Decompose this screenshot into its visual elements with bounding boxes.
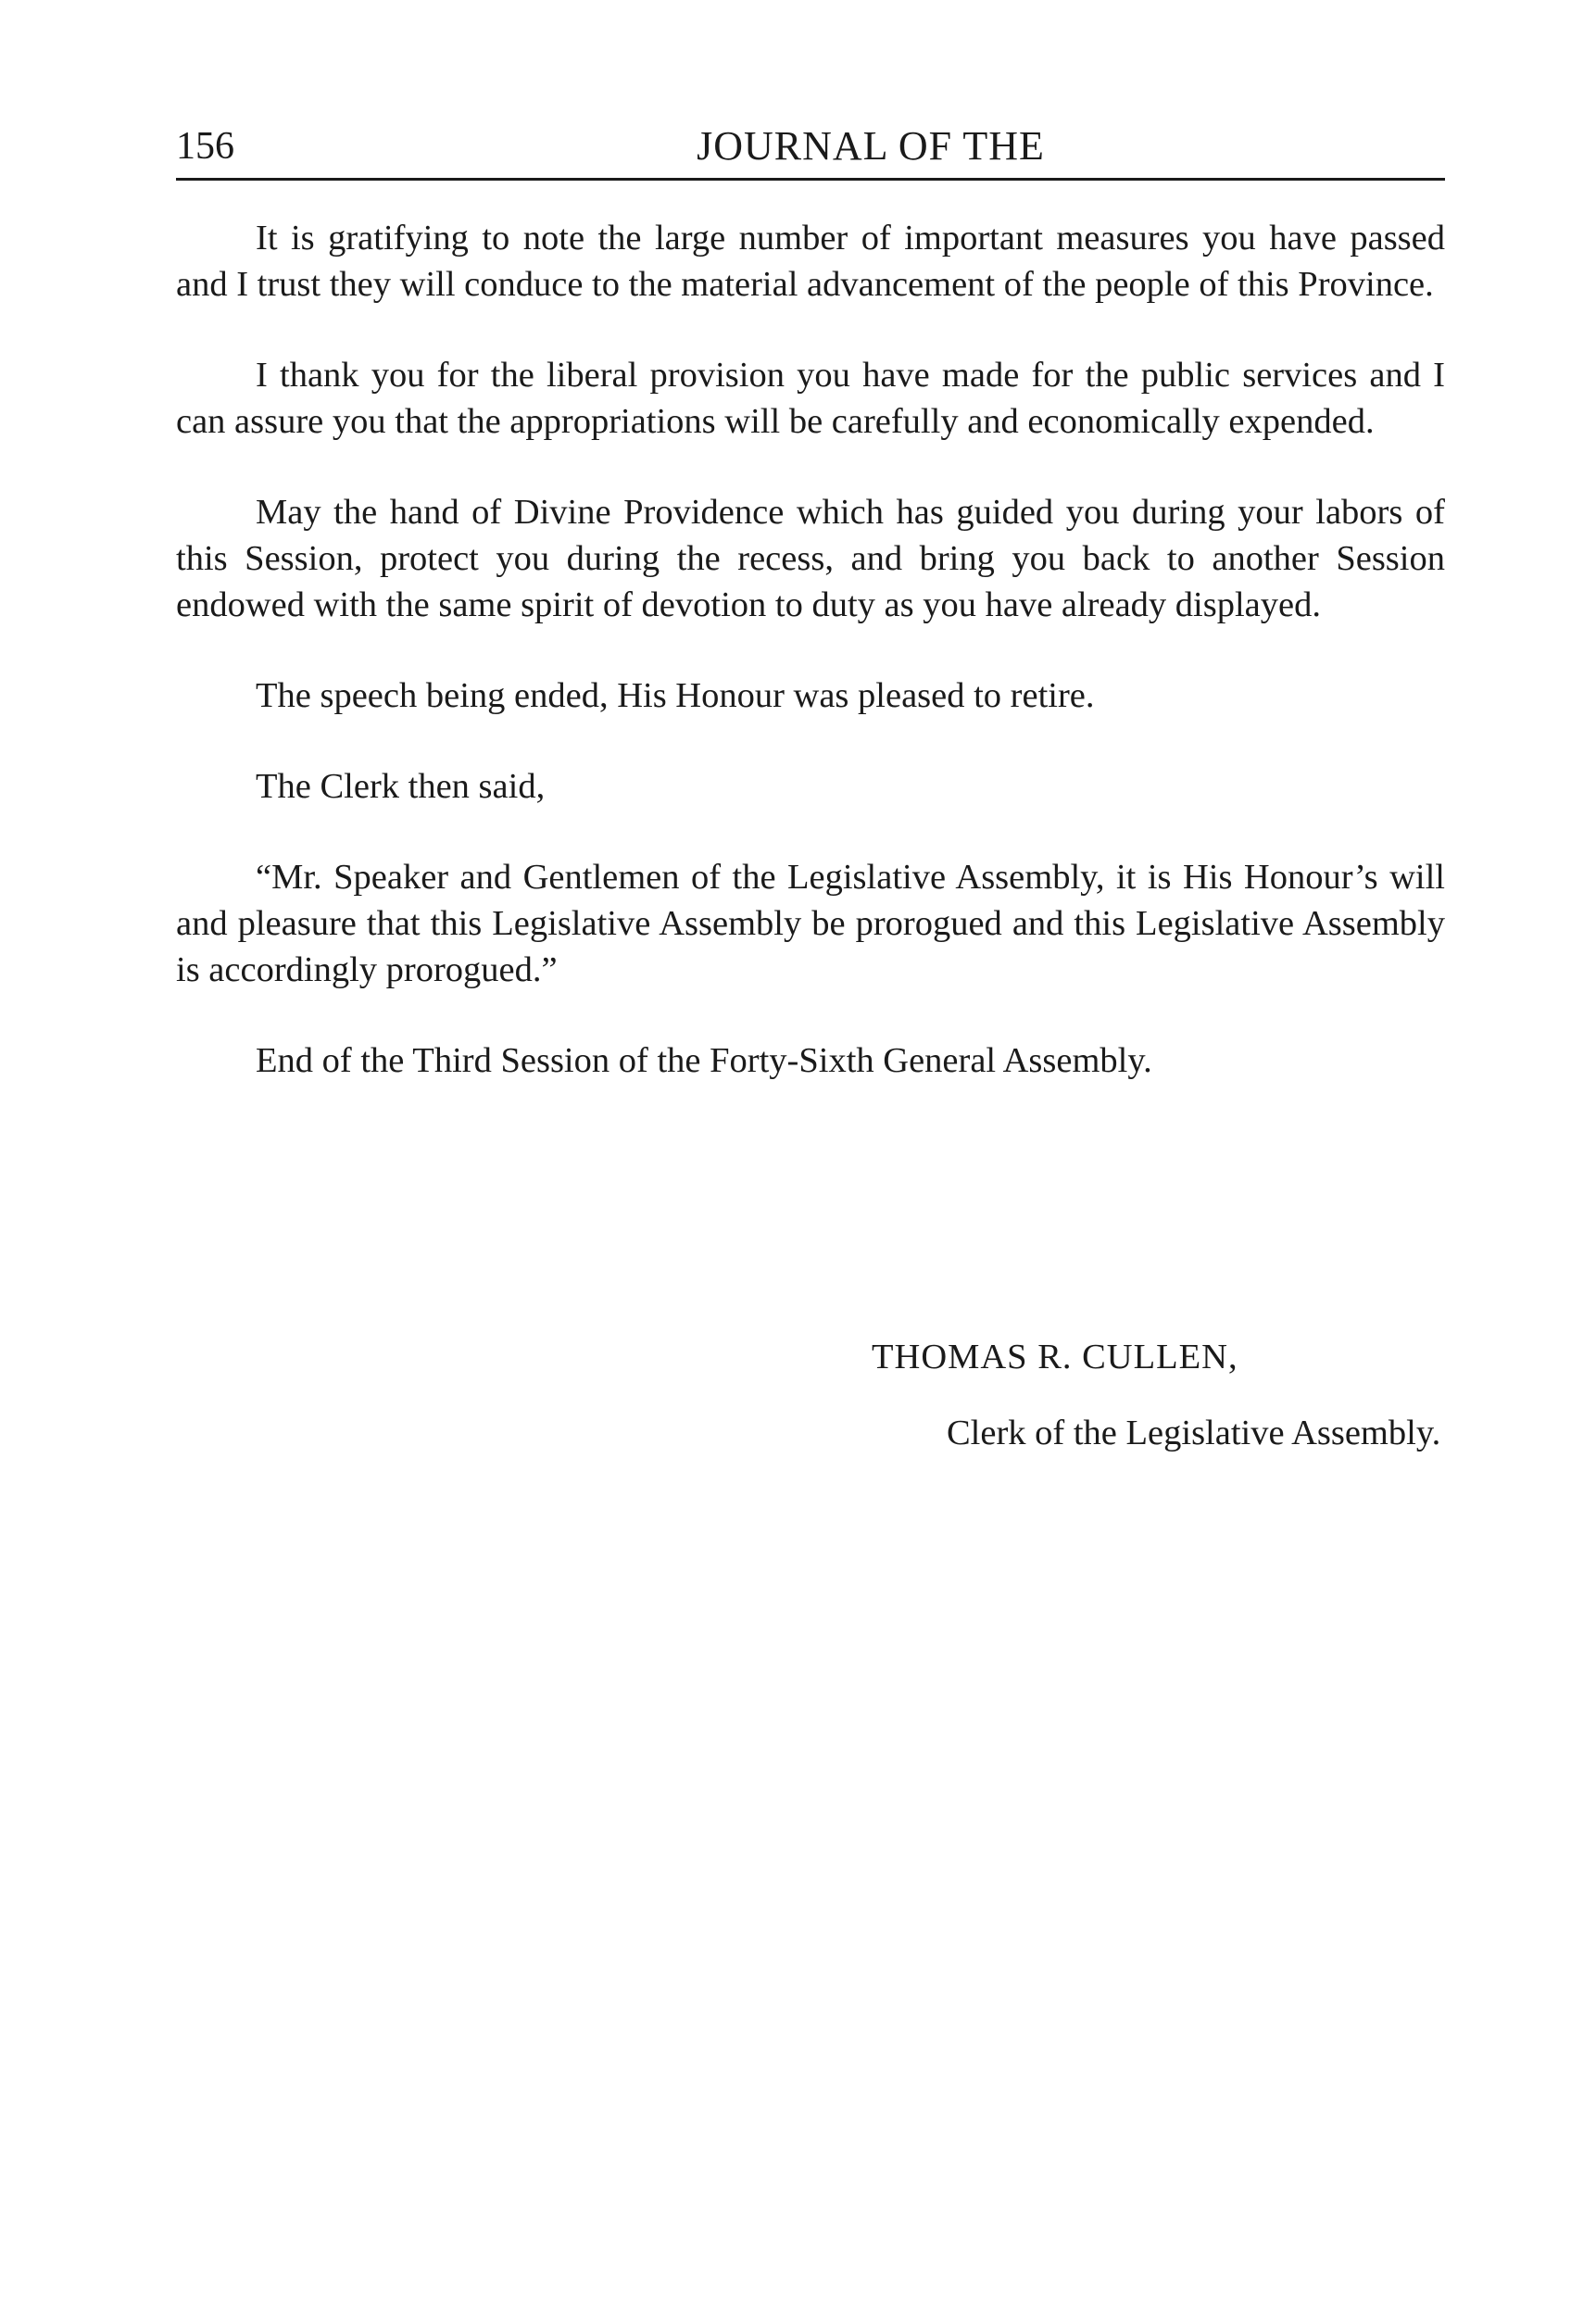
- running-head: JOURNAL OF THE: [697, 123, 1045, 169]
- paragraph-speech-ended: The speech being ended, His Honour was pleased to retire.: [256, 676, 1095, 715]
- header-rule: [176, 178, 1445, 181]
- paragraph-providence: May the hand of Divine Providence which has guided you during your labors of this Session, protect you during the recess, and bring you back to another Session endowed with the same spirit of devotion to duty as you have already displayed.: [176, 493, 1445, 624]
- paragraph-clerk-said: The Clerk then said,: [256, 767, 546, 806]
- body-text: [176, 215, 1445, 1128]
- paragraph-measures: It is gratifying to note the large number of important measures you have passed and I trust they will conduce to the material advancement of the people of this Province.: [176, 219, 1445, 304]
- signatory-name: THOMAS R. CULLEN,: [872, 1338, 1238, 1376]
- page-number: 156: [176, 125, 234, 168]
- paragraph-prorogation: “Mr. Speaker and Gentlemen of the Legislative Assembly, it is His Honour’s will and pleasure that this Legislative Assembly be prorogued and this Legislative Assembly is accordingly prorogued.”: [176, 858, 1445, 989]
- paragraph-end-of-session: End of the Third Session of the Forty-Sixth General Assembly.: [256, 1041, 1152, 1080]
- page-header: [176, 119, 1445, 174]
- paragraph-provision: I thank you for the liberal provision you have made for the public services and I can assure you that the appropriations will be carefully and economically expended.: [176, 356, 1445, 441]
- signatory-title: Clerk of the Legislative Assembly.: [947, 1414, 1441, 1452]
